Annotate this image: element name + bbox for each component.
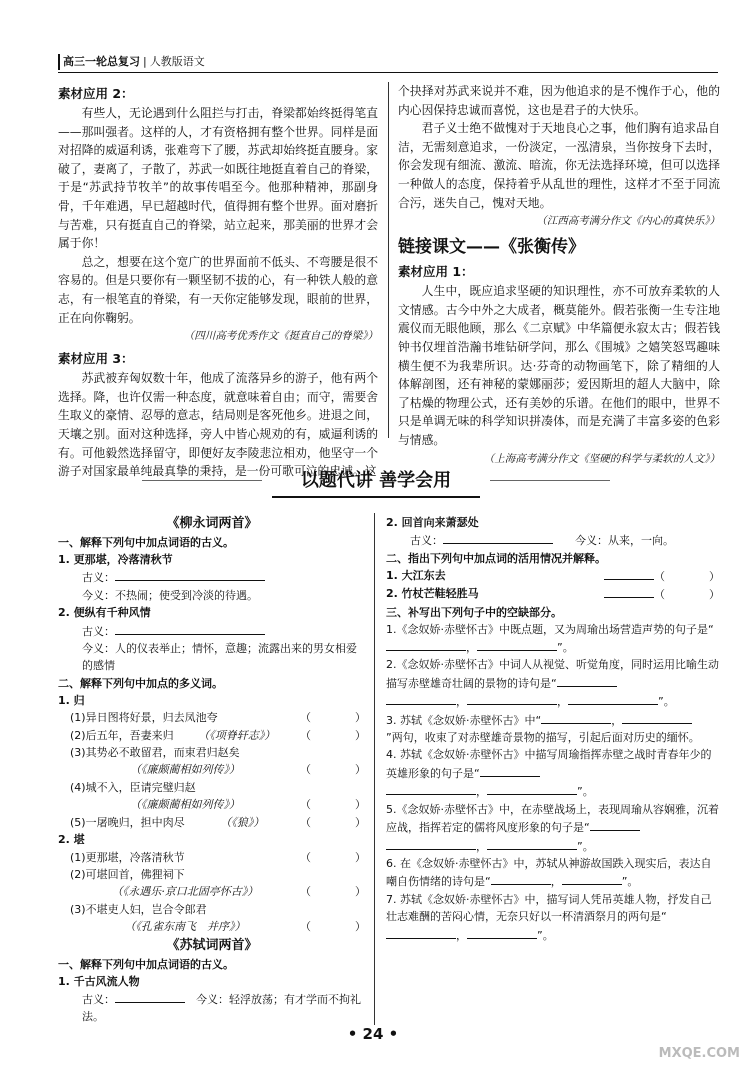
list-item: (4)城不入，臣请完璧归赵 [70, 780, 196, 794]
page-number: • 24 • [347, 1025, 399, 1043]
lower-right-column [386, 514, 720, 944]
modern-meaning: 今义：不热闹；使受到冷淡的待遇。 [82, 588, 258, 602]
upper-right-column [398, 82, 720, 472]
edition-label: 人教版语文 [149, 55, 205, 68]
part-title: 一、解释下列句中加点词语的古义。 [58, 536, 234, 549]
list-item: （《廉颇蔺相如列传》） （ ） [130, 763, 366, 777]
source-citation: （江西高考满分作文《内心的真快乐》） [536, 215, 720, 228]
part-title: 三、补写出下列句子中的空缺部分。 [386, 605, 562, 619]
paragraph: 苏武被弃匈奴数十年，他成了流落异乡的游子，他有两个选择。降，也许仅需一种态度，就意味着自由；而守，需要舍生取义的豪情、忍辱的意志，结局则是客死他乡。进退之间，天壤之别。面对这种选择，旁人中皆心规劝的有，威逼利诱的有。可他毅然选择留守，即便好友李陵悲泣相劝，他坚守一个游子对国家最单纯最真挚的秉持，是一份可歌可泣的忠诚。这 [58, 371, 378, 479]
question: 1. 更那堪，冷落清秋节 [58, 553, 173, 566]
list-item: （《永遇乐·京口北固亭怀古》） （ ） [111, 885, 366, 899]
answer-blank[interactable] [386, 782, 476, 795]
fill-question: 7. 苏轼《念奴娇·赤壁怀古》中，描写词人凭吊英雄人物，抒发自己壮志难酬的苦闷心情，无奈只好以一杯清酒祭月的两句是“， ”。 [386, 892, 712, 942]
material-app-3-label: 素材应用 3： [58, 351, 134, 367]
answer-row: 古义： 今义：从来，一向。 [386, 531, 720, 549]
lower-left-column [58, 514, 366, 1026]
part-title: 二、指出下列句中加点词的活用情况并解释。 [386, 551, 606, 565]
answer-row: 古义： 今义：轻浮放荡；有才学而不拘礼法。 [58, 990, 366, 1026]
answer-blank[interactable] [541, 711, 611, 724]
question: 1. 千古风流人物 [58, 974, 140, 988]
list-item: （《廉颇蔺相如列传》） （ ） [130, 798, 366, 812]
list-item: 1. 大江东去 （ ） [386, 568, 720, 583]
item-list [58, 849, 366, 936]
answer-blank[interactable] [562, 872, 622, 885]
list-item: 2. 竹杖芒鞋轻胜马 （ ） [386, 587, 720, 602]
paragraph: 个抉择对苏武来说并不难，因为他追求的是不愧作于心，他的内心因保持忠诚而喜悦，这也是君子的大快乐。 [398, 84, 720, 117]
answer-blank[interactable] [590, 818, 640, 831]
answer-blank[interactable] [487, 837, 577, 850]
fill-question-tail: ”两句，收束了对赤壁雄奇景物的描写，引起后面对历史的缅怀。 [386, 731, 700, 745]
list-item: (3)其势必不敢留君，而束君归赵矣 [70, 746, 240, 760]
question: 1. 归 [58, 693, 85, 707]
answer-blank[interactable] [386, 837, 476, 850]
modern-meaning: 今义：人的仪表举止；情怀，意趣；流露出来的男女相爱的感情 [82, 642, 357, 673]
page-header: 高三一轮总复习 | 人教版语文 [58, 54, 718, 73]
answer-blank[interactable] [467, 692, 557, 705]
question: 2. 回首向来萧瑟处 [386, 516, 479, 529]
fill-question: 1.《念奴娇·赤壁怀古》中既点题，又为周瑜出场营造声势的句子是“ [386, 622, 714, 636]
source-citation: （四川高考优秀作文《挺直自己的脊梁》） [183, 330, 378, 343]
list-item: （《孔雀东南飞 并序》） （ ） [124, 920, 366, 934]
part-title: 二、解释下列句中加点的多义词。 [58, 676, 223, 690]
section-title: 《柳永词两首》 [166, 516, 258, 531]
answer-blank[interactable] [115, 990, 185, 1003]
answer-blank[interactable] [480, 764, 540, 777]
answer-blank[interactable] [115, 622, 265, 635]
paragraph: 人生中，既应追求坚硬的知识理性，亦不可放弃柔软的人文情感。古今中外之大成者，概莫能外。假若张衡一生专注地震仪而无眼他顾，那么《二京赋》中华篇便永寂太古；假若钱钟书仅埋首浩瀚书堆钻研学问，那么《围城》之嬉笑怒骂趣味横生便不为我辈所识。达·芬奇的动物画笔下，除了精细的人体解剖图，还有神秘的蒙娜丽莎；爱因斯坦的超人大脑中，除了枯燥的物理公式，还有美妙的乐谱。在他们的眼中，世界不只是单调无味的科学知识拼凑体，而是充满了丰富多姿的色彩与情感。 [398, 284, 720, 447]
answer-row: 古义： [58, 568, 366, 586]
answer-blank[interactable] [604, 585, 654, 598]
answer-blank[interactable] [622, 711, 692, 724]
section-banner: 以题代讲 善学会用 [272, 466, 480, 498]
answer-row: ， ”。 [386, 638, 720, 656]
paragraph: 有些人，无论遇到什么阻拦与打击，脊梁都始终挺得笔直——那叫强者。这样的人，才有资格拥有整个世界。同样是面对招降的威逼利诱，张难弯下了腰，苏武却始终挺直腰身。家破了，妻离了，子散了，苏武一如既往地挺直着自己的脊梁，于是“苏武持节牧羊”的故事传唱至今。他那种精神，那副身骨，千年难遇，早已超越时代，值得拥有整个世界。面对磨折与苦难，只有挺直自己的脊梁，站立起来，那美丽的世界才会属于你！ [58, 106, 378, 251]
answer-blank[interactable] [604, 567, 654, 580]
list-item: (5)一屠晚归，担中肉尽 （《狼》） （ ） [70, 815, 366, 829]
answer-blank[interactable] [568, 692, 658, 705]
series-title: 高三一轮总复习 [58, 54, 140, 70]
section-title: 《苏轼词两首》 [166, 937, 258, 953]
watermark-logo: MXQE.COM [658, 1046, 740, 1061]
paragraph: 总之，想要在这个宽广的世界面前不低头、不弯腰是很不容易的。但是只要你有一颗坚韧不拔的心，有一种铁人般的意志，有一根笔直的脊梁，有一天你定能够发现，眼前的世界，正在向你鞠躬。 [58, 254, 378, 325]
answer-blank[interactable] [557, 674, 617, 687]
fill-question: 2.《念奴娇·赤壁怀古》中词人从视觉、听觉角度，同时运用比喻生动描写赤壁雄奇壮阔的景物的诗句是“ [386, 658, 719, 690]
list-item: (1)更那堪，冷落清秋节 （ ） [70, 850, 366, 864]
upper-left-column [58, 82, 378, 481]
answer-row: ， ， ”。 [386, 692, 720, 710]
answer-blank[interactable] [443, 531, 553, 544]
answer-blank[interactable] [386, 638, 466, 651]
answer-row: 古义： [58, 622, 366, 640]
answer-blank[interactable] [477, 638, 557, 651]
answer-blank[interactable] [386, 692, 456, 705]
material-app-1-label: 素材应用 1： [398, 264, 474, 280]
answer-blank[interactable] [115, 568, 265, 581]
answer-blank[interactable] [467, 926, 537, 939]
answer-blank[interactable] [386, 926, 456, 939]
question: 2. 便纵有千种风情 [58, 606, 151, 620]
part-title: 一、解释下列句中加点词语的古义。 [58, 957, 234, 971]
column-divider [374, 513, 375, 1025]
fill-question: 3. 苏轼《念奴娇·赤壁怀古》中“ ， [386, 711, 720, 729]
column-divider [388, 82, 389, 438]
fill-question: 5.《念奴娇·赤壁怀古》中，在赤壁战场上，表现周瑜从容娴雅，沉着应战，指挥若定的儒将风度形象的句子是“ [386, 802, 719, 835]
list-item: (3)不堪吏人妇，岂合令郎君 [70, 902, 207, 916]
answer-blank[interactable] [491, 872, 551, 885]
answer-blank[interactable] [487, 782, 577, 795]
source-citation: （上海高考满分作文《坚硬的科学与柔软的人文》） [483, 452, 720, 465]
fill-question: 4. 苏轼《念奴娇·赤壁怀古》中描写周瑜指挥赤壁之战时青春年少的英雄形象的句子是“ [386, 748, 712, 780]
paragraph: 君子义士绝不做愧对于天地良心之事，他们胸有追求品自洁，无需刻意追求，一份淡定，一泓清泉，当你按身下去时，你会发现有细流、激流、暗流，你无法选择环境，但可以选择一种做人的态度，保持着乎从乱世的理性，这样才不至于同流合污，迷失自己，愧对天地。 [398, 121, 720, 210]
question: 2. 堪 [58, 833, 85, 847]
item-list [58, 709, 366, 831]
fill-question: 6. 在《念奴娇·赤壁怀古》中，苏轼从神游故国跌入现实后，表达自嘲自伤情绪的诗句是“ ， ”。 [386, 856, 712, 889]
answer-row: ， ”。 [386, 782, 720, 800]
link-lesson-title: 链接课文——《张衡传》 [398, 237, 585, 258]
material-app-2-label: 素材应用 2： [58, 86, 134, 101]
list-item: (2)后五年，吾妻来归 （《项脊轩志》） （ ） [70, 728, 366, 742]
list-item: (1)异日图将好景，归去凤池夸 （ ） [70, 711, 366, 725]
answer-row: ， ”。 [386, 837, 720, 855]
list-item: (2)可堪回首，佛狸祠下 [70, 867, 185, 881]
